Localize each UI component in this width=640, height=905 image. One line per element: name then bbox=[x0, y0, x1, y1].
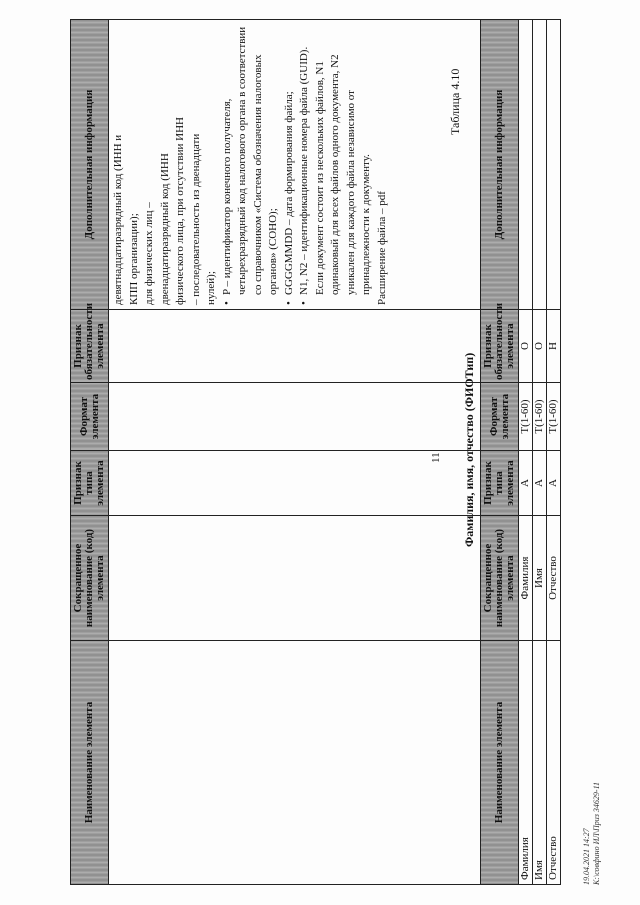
col-header-required: Признак обязательности элемента bbox=[71, 310, 109, 383]
footer-timestamp: 19.04.2021 14:27 bbox=[582, 828, 591, 885]
cell-info bbox=[533, 20, 547, 310]
cell-required: Н bbox=[547, 310, 561, 383]
cell-info bbox=[519, 20, 533, 310]
cell-format bbox=[109, 383, 484, 451]
cell-required: О bbox=[533, 310, 547, 383]
info-bullet: • GGGGMMDD – дата формирования файла; bbox=[282, 24, 298, 305]
table2-title: Фамилия, имя, отчество (ФИОТип) bbox=[462, 352, 476, 547]
cell-format: T(1-60) bbox=[547, 383, 561, 451]
info-line: нулей); bbox=[205, 271, 217, 305]
col-header-type: Признак типа элемента bbox=[71, 451, 109, 516]
table2-header-row bbox=[481, 20, 519, 885]
cell-code: Имя bbox=[533, 516, 547, 641]
table-file-naming bbox=[70, 19, 484, 885]
table-fio bbox=[480, 19, 561, 885]
info-line: физического лица, при отсутствии ИНН bbox=[174, 117, 186, 305]
cell-name bbox=[109, 641, 484, 885]
cell-required bbox=[109, 310, 484, 383]
info-line: – последовательность из двенадцати bbox=[189, 133, 202, 305]
table-row bbox=[533, 20, 547, 885]
footer-path: К:\совфино ИЛ\Приз 34629-11 bbox=[592, 781, 601, 885]
cell-code: Фамилия bbox=[519, 516, 533, 641]
cell-type: А bbox=[519, 451, 533, 516]
cell-name: Фамилия bbox=[519, 641, 533, 885]
cell-type bbox=[109, 451, 484, 516]
cell-code bbox=[109, 516, 484, 641]
info-line: для физических лиц – bbox=[143, 202, 155, 305]
table1-header-row bbox=[71, 20, 109, 885]
col-header-info: Дополнительная информация bbox=[71, 20, 109, 310]
table-row bbox=[547, 20, 561, 885]
col-header-format: Формат элемента bbox=[481, 383, 519, 451]
info-line: девятнадцатиразрядный код (ИНН и bbox=[112, 134, 124, 305]
col-header-required: Признак обязательности элемента bbox=[481, 310, 519, 383]
col-header-code: Сокращенное наименование (код) элемента bbox=[481, 516, 519, 641]
cell-format: T(1-60) bbox=[533, 383, 547, 451]
cell-code: Отчество bbox=[547, 516, 561, 641]
col-header-code: Сокращенное наименование (код) элемента bbox=[71, 516, 109, 641]
cell-required: О bbox=[519, 310, 533, 383]
table-label: Таблица 4.10 bbox=[448, 68, 462, 135]
info-line: КПП организации); bbox=[127, 213, 140, 305]
col-header-info: Дополнительная информация bbox=[481, 20, 519, 310]
info-extension: Расширение файла – pdf bbox=[375, 191, 388, 305]
col-header-format: Формат элемента bbox=[71, 383, 109, 451]
table1-row bbox=[109, 20, 484, 885]
cell-type: А bbox=[533, 451, 547, 516]
info-bullet: • P – идентификатор конечного получателя, четырехразрядный код налогового органа в соответствии со справочником «Система обозначения налоговых органов» (СОНО); bbox=[220, 24, 282, 305]
col-header-name: Наименование элемента bbox=[481, 641, 519, 885]
cell-format: T(1-60) bbox=[519, 383, 533, 451]
cell-name: Отчество bbox=[547, 641, 561, 885]
table-row bbox=[519, 20, 533, 885]
info-bullet: • N1, N2 – идентификационные номера файла (GUID). Если документ состоит из нескольких файлов, N1 одинаковый для всех файлов одного документа, N2 уникален для каждого файла независимо от принадлежности к документу. bbox=[297, 24, 375, 305]
cell-type: А bbox=[547, 451, 561, 516]
cell-name: Имя bbox=[533, 641, 547, 885]
col-header-name: Наименование элемента bbox=[71, 641, 109, 885]
cell-info bbox=[109, 20, 484, 310]
info-line: двенадцатиразрядный код (ИНН bbox=[158, 153, 171, 305]
cell-info bbox=[547, 20, 561, 310]
page-number: 11 bbox=[430, 452, 442, 463]
col-header-type: Признак типа элемента bbox=[481, 451, 519, 516]
